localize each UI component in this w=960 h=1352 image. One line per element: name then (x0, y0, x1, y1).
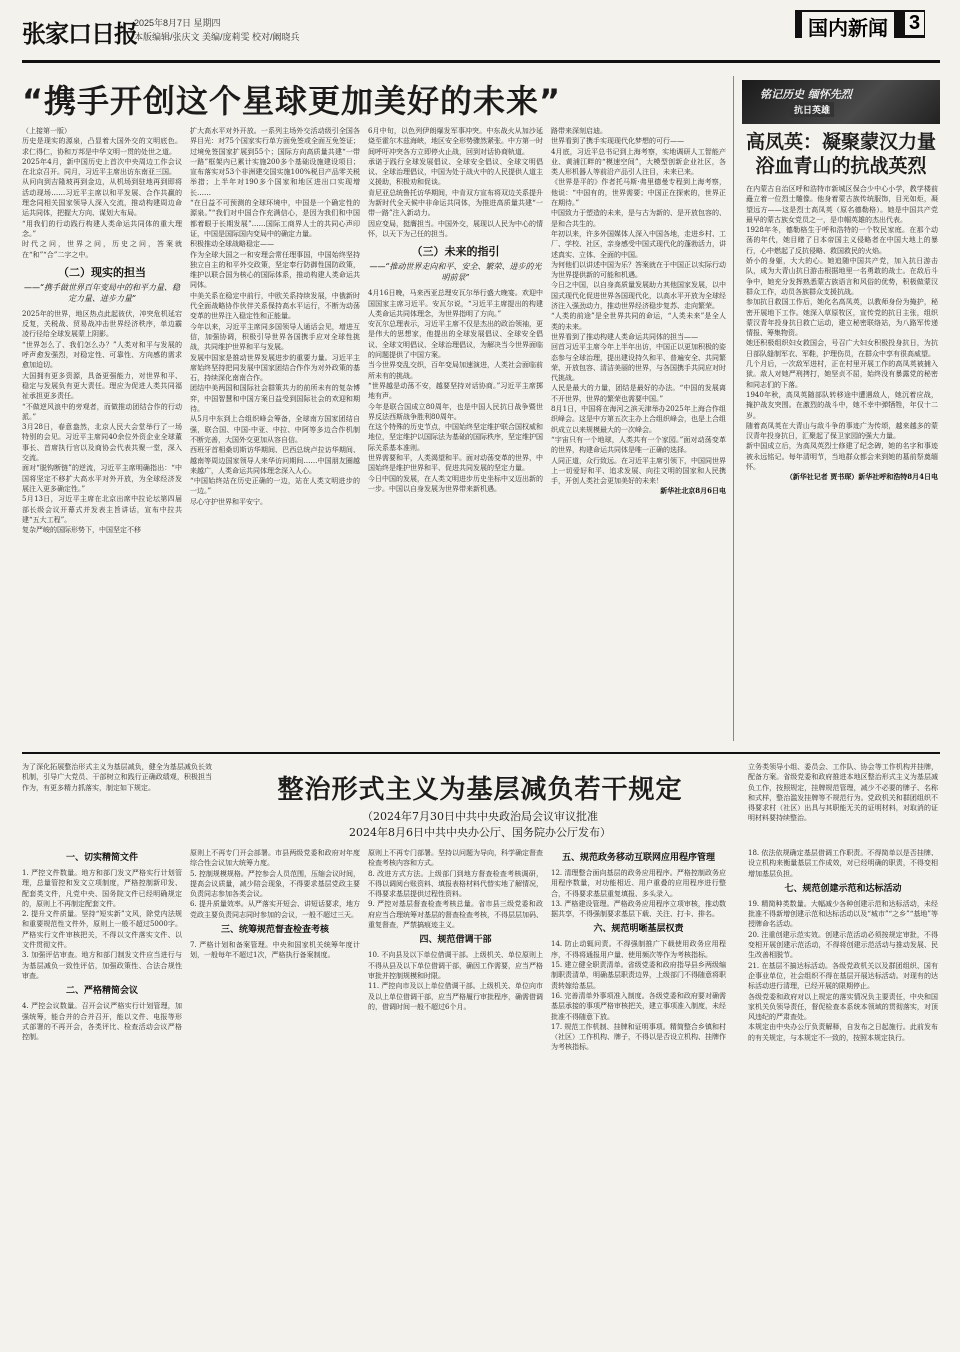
paragraph: 2025年4月，新中国历史上首次中央周边工作会议在北京召开。同月，习近平主席出访东南亚三国。 (22, 157, 182, 177)
paragraph: 8月1日，中国将在海河之滨天津举办2025年上海合作组织峰会。这是中方第五次主办上合组织峰会，也是上合组织成立以来规模最大的一次峰会。 (551, 405, 726, 434)
paragraph: 中美关系在稳定中前行，中欧关系持续发展，中俄新时代全面战略协作伙伴关系保持高水平运行，不断为动荡变革的世界注入稳定性和正能量。 (190, 291, 360, 321)
sidebar-headline (742, 130, 940, 178)
paragraph: 19. 精简种类数量。大幅减少各种创建示范和达标活动，未经批准不得新增创建示范和达标活动以及“城市”“之乡”“基地”等授牌命名活动。 (748, 899, 938, 929)
sidebar-banner-tag: 抗日英雄 (790, 102, 834, 117)
paragraph: 中国致力于塑造的未来，是与古为新的、是开放包容的、是和合共生的。 (551, 209, 726, 228)
paragraph: 发展中国家是推动世界发展进步的重要力量。习近平主席始终坚持把同发展中国家团结合作作为对外政策的基石，持续深化南南合作。 (190, 353, 360, 383)
sidebar-body (746, 184, 938, 744)
lower-column-3 (368, 848, 543, 1344)
paragraph: 承诺于践行全球发展倡议、全球安全倡议、全球文明倡议、全球治理倡议，中国为处于战火中的人民提供人道主义援助，积极劝和促谈。 (368, 157, 543, 187)
paragraph: 因应变局，挺膺担当。中国外交，展现以人民为中心的情怀，以天下为己任的担当。 (368, 219, 543, 238)
paragraph: 6月中旬，以色列伊朗爆发军事冲突。中东战火从加沙延烧至霍尔木兹海峡，地区安全形势骤然紧张。中方第一时间呼吁冲突各方立即停火止战，回到对话协商轨道。 (368, 127, 543, 156)
paragraph: 9. 严控对基层督查检查考核总量。省市县三级党委和政府应当合理统筹对基层的督查检查考核，不得层层加码、重复督查，严禁搞痕迹主义。 (368, 900, 543, 930)
paragraph: 14. 防止动辄问责。不得强制推广下载使用政务应用程序，不得将通报用户量、使用频次等作为考核指标。 (551, 940, 726, 959)
paragraph: 原则上不再专门开会部署。市县两级党委和政府对年度综合性会议加大统筹力度。 (190, 849, 360, 868)
section-heading: 二、严格精简会议 (65, 986, 138, 997)
section-heading: 六、规范明晰基层权责 (593, 924, 684, 935)
main-column-4 (551, 126, 726, 746)
sidebar-banner-title: 铭记历史 缅怀先烈 (760, 88, 852, 101)
paragraph: 1. 严控文件数量。地方和部门发文严格实行计划管理，总量管控和发文立项制度，严格控制新印发、配套类文件，凡党中央、国务院文件已经明确规定的，原则上不再制定配套文件。 (22, 869, 182, 908)
paragraph: 历史是现实的源泉，凸显着大国外交的文明底色。求仁得仁，协和万邦是中华文明一贯的处世之道。 (22, 137, 182, 156)
paragraph: 尽心守护世界和平安宁。 (190, 497, 267, 506)
paragraph: 3. 加强评估审查。地方和部门制发文件应当进行与为基层减负一致性评估，加强政策性、合法合规性审查。 (22, 951, 182, 980)
paragraph: 15. 建立健全职责清单。省级党委和政府指导县乡两级编制职责清单，明确基层职责边界，上级部门不得随意将职责转嫁给基层。 (551, 961, 726, 990)
paragraph: 扩大高水平对外开放。一系列主场外交活动级引全国各界目光：对75个国家实行单方面免签或全面互免签证；过境免签国家扩展到55个；国际方向高质量共建“一带一路”框架内已累计实施200多个基础设施建设项目；宣布落实对53个非洲建交国实施100%税目产品零关税举措；上半年对190多个国家和地区进出口实现增长…… (190, 127, 360, 197)
sidebar-headline-line1: 高凤英：凝聚蒙汉力量 (745, 131, 936, 153)
paragraph: 2. 提升文件质量。坚持“短实新”文风，除党内法规和重要规范性文件外，原则上一般不超过5000字。严格实行文件审核把关，不得以文件落实文件、以文件贯彻文件。 (22, 910, 182, 950)
paragraph: 为何他们以讲述中国为乐？答案就在于中国正以实际行动为世界提供新的可能和机遇。 (551, 260, 726, 280)
paragraph: “中国始终站在历史正确的一边，站在人类文明进步的一边。” (190, 477, 360, 496)
paragraph: 今日中国的发展，在人类文明进步历史坐标中又迈出新的一步。中国以自身发展为世界带来新机遇。 (368, 474, 543, 493)
paragraph: 7. 严格计划和备案管理。中央和国家机关统筹年度计划，一般每年不超过1次，严格执行备案制度。 (190, 941, 360, 960)
main-column-1 (22, 126, 182, 746)
paragraph: 新中国成立后，为高凤英烈士修建了纪念碑，她的名字和事迹被永远铭记。每年清明节，当地群众都会来到她的墓前祭奠缅怀。 (746, 442, 938, 472)
continued-note: （上接第一版） (22, 127, 71, 135)
subheading: （二）现实的担当 (58, 265, 146, 279)
page-number: 3 (905, 12, 924, 35)
paragraph: 在这个特殊的历史节点，中国始终坚定维护联合国权威和地位，坚定维护以国际法为基础的国际秩序，坚定维护国际关系基本准则。 (368, 423, 543, 452)
main-column-2 (190, 126, 360, 746)
paragraph: 今日之中国，以自身高质量发展助力其他国家发展，以中国式现代化促进世界各国现代化，以高水平开放为全球经济注入强劲动力，推动世界经济稳步复苏、走向繁荣。 (551, 281, 726, 311)
paragraph: 团结中美两国和国际社会群策共力的前所未有的复杂博弈，中国智慧和中国方案日益受到国际社会的欢迎和期待。 (190, 384, 360, 414)
paragraph: 人民是最大的力量，团结是最好的办法。“中国的发展离不开世界，世界的繁荣也需要中国。” (551, 384, 726, 403)
section-heading: 四、规范借调干部 (419, 935, 492, 946)
main-column-3 (368, 126, 543, 746)
main-headline: “携手开创这个星球更加美好的未来” (22, 82, 562, 120)
paragraph: 《世界是平的》作者托马斯·弗里德曼专程到上海考察，他说：“中国有的，世界需要；中国正在探索的，世界正在期待。” (551, 178, 726, 208)
paragraph: 西班牙首相桑切斯访华期间、巴西总统卢拉访华期间、越南等周边国家领导人来华访问期间……中国朋友圈越来越广，人类命运共同体理念深入人心。 (190, 446, 360, 475)
lower-headline: 整治形式主义为基层减负若干规定 (277, 775, 683, 805)
paragraph: 13. 严格建设管理。严格政务应用程序立项审核，推动数据共享，不得强制要求基层下载、关注、打卡、排名。 (551, 899, 726, 919)
paragraph: 作为全球大国之一和安理会常任理事国，中国始终坚持独立自主的和平外交政策，坚定奉行防御性国防政策，维护以联合国为核心的国际体系，推动构建人类命运共同体。 (190, 250, 360, 290)
paragraph: “世界越是动荡不安，越要坚持对话协商。”习近平主席掷地有声。 (368, 381, 543, 401)
section-heading: 五、规范政务移动互联网应用程序管理 (561, 853, 715, 863)
paragraph: 16. 完善清单外事项准入制度。各级党委和政府要对确需基层承接的事项严格审核把关，建立事项准入制度，未经批准不得随意下放。 (551, 991, 726, 1021)
paragraph: 几个月后，一次敌军进村，正在村里开展工作的高凤英被捕入狱。敌人对她严刑拷打，她坚贞不屈，始终没有暴露党的秘密和同志们的下落。 (746, 360, 938, 389)
lower-intro-left (22, 762, 212, 842)
section-heading: 三、统筹规范督查检查考核 (220, 925, 329, 936)
paragraph: 世界需要和平，人类渴望和平。面对动荡变革的世界，中国始终是维护世界和平、促进共同发展的坚定力量。 (368, 454, 543, 473)
lower-intro-right (748, 762, 938, 842)
subheading-tagline: ——“携手做世界百年变局中的和平力量、稳定力量、进步力量” (23, 282, 181, 303)
paragraph: 随着高凤英在大青山与敌斗争的事迹广为传颂，越来越多的蒙汉青年投身抗日，汇聚起了保卫家园的强大力量。 (746, 421, 938, 441)
paragraph: 6. 提升质量效率。从严落实开短会、讲短话要求，地方党政主要负责同志同时参加的会议，一般不超过三天。 (190, 900, 360, 919)
paragraph: 参加抗日救国工作后，她化名高凤英，以教师身份为掩护，秘密开展地下工作。她深入草原牧区，宣传党的抗日主张，组织蒙汉青年投身抗日救亡运动，建立秘密联络站，为八路军传递情报、筹集物资。 (746, 298, 938, 338)
lower-column-4 (551, 848, 726, 1344)
section-heading: 七、规范创建示范和达标活动 (784, 883, 902, 894)
paragraph: 2025年的世界，地区热点此起彼伏，冲突危机延宕反复，关税战、贸易战冲击世界经济秩序，单边霸凌行径给全球发展蒙上阴影。 (22, 309, 182, 339)
paragraph: 12. 清理整合面向基层的政务应用程序。严格控制政务应用程序数量，对功能相近、用户重叠的应用程序进行整合，不得要求基层重复填报、多头录入。 (551, 869, 726, 898)
paragraph: 大国拥有更多资源，具备更强能力，对世界和平、稳定与发展负有更大责任。理应为促进人类共同福祉承担更多责任。 (22, 371, 182, 401)
paragraph: 17. 规范工作机制、挂牌和证明事项。精简整合乡镇和村（社区）工作机构、牌子，不得以是否设立机构、挂牌作为考核指标。 (551, 1022, 726, 1052)
masthead-logo: 张家口日报 (22, 19, 137, 48)
paragraph: 路带来深刻启迪。 (551, 127, 607, 135)
paragraph: 为了深化拓展整治形式主义为基层减负，健全为基层减负长效机制，引导广大党员、干部树立和践行正确政绩观，积极担当作为，有更多精力抓落实，制定如下规定。 (22, 763, 212, 792)
paragraph: 5月13日，习近平主席在北京出席中拉论坛第四届部长级会议开幕式并发表主旨讲话，宣布中拉共建“五大工程”。 (22, 495, 182, 524)
paragraph: 原则上不再专门部署。坚持以问题为导向，科学确定督查检查考核内容和方式。 (368, 849, 543, 868)
paragraph: 从5月中东到上合组织峰会筹备，全球南方国家团结自强，联合国、中国-中亚、中拉、中阿等多边合作机制不断完善，大国外交更加从容自信。 (190, 415, 360, 444)
paragraph: 3月28日，春意盎然，北京人民大会堂举行了一场特别的会见。习近平主席同40余位外资企业全球董事长、首席执行官以及商协会代表共聚一堂，深入交流。 (22, 423, 182, 463)
section-name: 国内新闻 (802, 12, 894, 41)
paragraph: 人同正道，众行致远。在习近平主席引领下，中国同世界上一切爱好和平、追求发展、向往文明的国家和人民携手，开创人类社会更加美好的未来！ (551, 456, 726, 486)
paragraph: 在内蒙古自治区呼和浩特市新城区保合少中心小学，教学楼前矗立着一位烈士雕像。他身着蒙古族传统服饰，目光如炬，凝望远方——这是烈士高凤英（原名德勒格）。她是中国共产党最早的蒙古族女党员之一，是巾帼英雄的杰出代表。 (746, 185, 938, 224)
paragraph: 当今世界变乱交织，百年变局加速演进，人类社会面临前所未有的挑战。 (368, 361, 543, 380)
paragraph: 娇小的身躯，大大的心。她追随中国共产党，加入抗日游击队，成为大青山抗日游击根据地里一名勇敢的战士。在敌后斗争中，她充分发挥熟悉蒙古族语言和风俗的优势，积极做蒙汉群众工作，动员各族群众支援抗战。 (746, 257, 938, 296)
paragraph: 从问向到吉隆坡再到金边，从机场到驻地再到即将活动现场……习近平主席以和平发展、合作共赢的理念同相关国家领导人深入交流，推动构建周边命运共同体，把握大方向、谋划大布局。 (22, 178, 182, 218)
byline: （新华社记者 贾书琛）新华社呼和浩特8月4日电 (785, 472, 938, 482)
lower-date-line-1: （2024年7月30日中共中央政治局会议审议批准 (362, 810, 598, 823)
paragraph: 安瓦尔总理表示，习近平主席不仅是杰出的政治领袖，更是伟大的思想家，他提出的全球发展倡议、全球安全倡议、全球文明倡议、全球治理倡议，为解决当今世界面临的问题提供了中国方案。 (368, 320, 543, 360)
paragraph: 时代之问，世界之问，历史之问，答案就在“和”“合”二字之中。 (22, 240, 182, 259)
paragraph: 1940年秋，高凤英随部队转移途中遭遇敌人，她沉着应战，掩护战友突围。在激烈的战斗中，她不幸中弹牺牲，年仅十二岁。 (746, 390, 938, 420)
subheading-tagline: ——“推动世界走向和平、安全、繁荣、进步的光明前景” (369, 262, 542, 283)
lower-column-2 (190, 848, 360, 1344)
lower-column-5 (748, 848, 938, 1344)
section-heading: 一、切实精简文件 (65, 853, 138, 863)
paragraph: 11. 严控向市及以上单位借调干部。上级机关、单位向市及以上单位借调干部，应当严格履行审批程序，确需借调的，借调时间一般不超过6个月。 (368, 982, 543, 1011)
paragraph: 积极推动全球战略稳定—— (190, 240, 274, 249)
lower-date-line-2: 2024年8月6日中共中央办公厅、国务院办公厅发布） (349, 826, 611, 839)
paragraph: 10. 不向县及以下单位借调干部。上级机关、单位原则上不得从县及以下单位借调干部，确因工作需要，应当严格审批并控制规模和时限。 (368, 951, 543, 980)
paragraph: 本规定由中央办公厅负责解释，自发布之日起施行。此前发布的有关规定，与本规定不一致的，按照本规定执行。 (748, 1023, 938, 1042)
header-rule (22, 60, 940, 63)
paragraph: 5. 控制规模规格。严控参会人员范围，压缩会议时间，提高会议质量，减少陪会现象，不得要求基层党政主要负责同志参加各类会议。 (190, 869, 360, 899)
paragraph: 各级党委和政府对以上规定的落实情况负主要责任，中央和国家机关负领导责任，督促检查本系统本领域的贯彻落实，对顶风违纪的严肃查处。 (748, 992, 938, 1022)
paragraph: 1928年冬，德勒格生于呼和浩特的一个牧民家庭。在那个动荡的年代，她目睹了日本帝国主义侵略者在中国大地上的暴行，心中燃起了反抗侵略、救国救民的火焰。 (746, 226, 938, 255)
paragraph: 4月底，习近平总书记到上海考察，实地调研人工智能产业、黄浦江畔的“模速空间”，大模型创新企业社区，各类人形机器人等前沿产品引人注目，未来已来。 (551, 147, 726, 177)
paragraph: “世界怎么了、我们怎么办？”人类对和平与发展的呼声愈发强烈，对稳定性、可靠性、方向感的需求愈加迫切。 (22, 340, 182, 370)
paragraph: 21. 在基层不搞达标活动。各级党政机关以及群团组织、国有企事业单位，社会组织不得在基层开展达标活动。对现有的达标活动进行清理，已经开展的限期停止。 (748, 961, 938, 991)
paragraph: 年初以来，许多外国媒体人深入中国各地，走进乡村、工厂、学校、社区，亲身感受中国式现代化的蓬勃活力，讲述真实、立体、全面的中国。 (551, 229, 726, 259)
paragraph: “用我们的行动践行构建人类命运共同体的重大理念。” (22, 219, 182, 238)
paragraph: 世界看到了携手实现现代化梦想的可行—— (551, 137, 684, 146)
paragraph: 8. 改进方式方法。上级部门到地方督查检查考核调研，不得以调阅台账资料、填报表格材料代替实地了解情况，不得要求基层提供过程性资料。 (368, 869, 543, 899)
paragraph: 今年以来，习近平主席同多国领导人通话会见，增进互信，加强协调，积极引导世界各国携手应对全球性挑战，共同维护世界和平与发展。 (190, 322, 360, 352)
paragraph: 立务类领导小组、委员会、工作队、协会等工作机构并挂牌，配备方案。省级党委和政府推进本地区整治形式主义为基层减负工作，按照规定，挂牌规范管理，减少不必要的牌子、名称和式样，整治滥发挂牌等不规范行为。党政机关和群团组织不得要求村（社区）出具与其职能无关的证明材料，对取消的证明材料要持续整治。 (748, 763, 938, 823)
paragraph: 复杂严峻的国际形势下，中国坚定不移 (22, 526, 141, 535)
paragraph: 20. 注重创建示范实效。创建示范活动必须按规定审批，不得变相开展创建示范活动，不得将创建示范活动与推动发展、民生改善相脱节。 (748, 930, 938, 960)
section-rule (22, 752, 940, 754)
paragraph: 回首习近平主席今年上半年出访，中国正以更加积极的姿态参与全球治理，提出建设持久和平、普遍安全、共同繁荣、开放包容、清洁美丽的世界，与各国携手共同应对时代挑战。 (551, 343, 726, 383)
paragraph: “宇宙只有一个地球，人类共有一个家园。”面对动荡变革的世界，构建命运共同体是唯一正确的选择。 (551, 435, 726, 455)
paragraph: 4. 严控会议数量。召开会议严格实行计划管理，加强统筹，能合并的合并召开，能以文件、电报等形式部署的不再开会，各类评比、检查活动会议严格控制。 (22, 1002, 182, 1042)
subheading: （三）未来的指引 (411, 245, 500, 259)
paragraph: “在日益不可预测的全球环境中，中国是一个确定性的源泉。”“我们对中国合作充满信心，是因为我们和中国都着眼于长期发展”……国际工商界人士的共同心声印证，中国是国际国内变局中的确定力量。 (190, 199, 360, 238)
paragraph: 18. 依法依规确定基层借调工作职责。不得简单以是否挂牌、设立机构来衡量基层工作成效，对已经明确的职责，不得变相增加基层负担。 (748, 849, 938, 878)
lower-column-1 (22, 848, 182, 1344)
paragraph: 今年是联合国成立80周年，也是中国人民抗日战争暨世界反法西斯战争胜利80周年。 (368, 402, 543, 421)
issue-date: 2025年8月7日 星期四 (134, 18, 221, 28)
paragraph: “不做逆风浪中的旁观者，而做推动团结合作的行动派。” (22, 402, 182, 421)
paragraph: “人类的前途”是全世界共同的命运，“人类未来”是全人类的未来。 (551, 312, 726, 331)
paragraph: 世界看到了推动构建人类命运共同体的担当—— (551, 332, 698, 341)
column-divider (733, 76, 734, 741)
paragraph: 4月16日晚，马来西亚总理安瓦尔举行盛大晚宴。欢迎中国国家主席习近平。安瓦尔说，“习近平主席提出的构建人类命运共同体理念，为世界指明了方向。” (368, 289, 543, 318)
sidebar-headline-line2: 浴血青山的抗战英烈 (755, 155, 927, 177)
paragraph: 面对“脱钩断链”的逆流，习近平主席明确指出：“中国将坚定不移扩大高水平对外开放，为全球经济发展注入更多确定性。” (22, 464, 182, 493)
paragraph: 肯尼亚总统鲁托访华期间，中肯双方宣布将双边关系提升为新时代全天候中非命运共同体，为推进高质量共建“一带一路”注入新动力。 (368, 188, 543, 218)
editors-line: 本版编辑/张庆文 美编/庞莉雯 校对/阚晓兵 (134, 32, 300, 42)
byline: 新华社北京8月6日电 (660, 486, 726, 496)
paragraph: 她还积极组织妇女救国会，号召广大妇女积极投身抗日，为抗日部队缝制军衣、军鞋，护理伤员，在群众中享有很高威望。 (746, 339, 938, 358)
